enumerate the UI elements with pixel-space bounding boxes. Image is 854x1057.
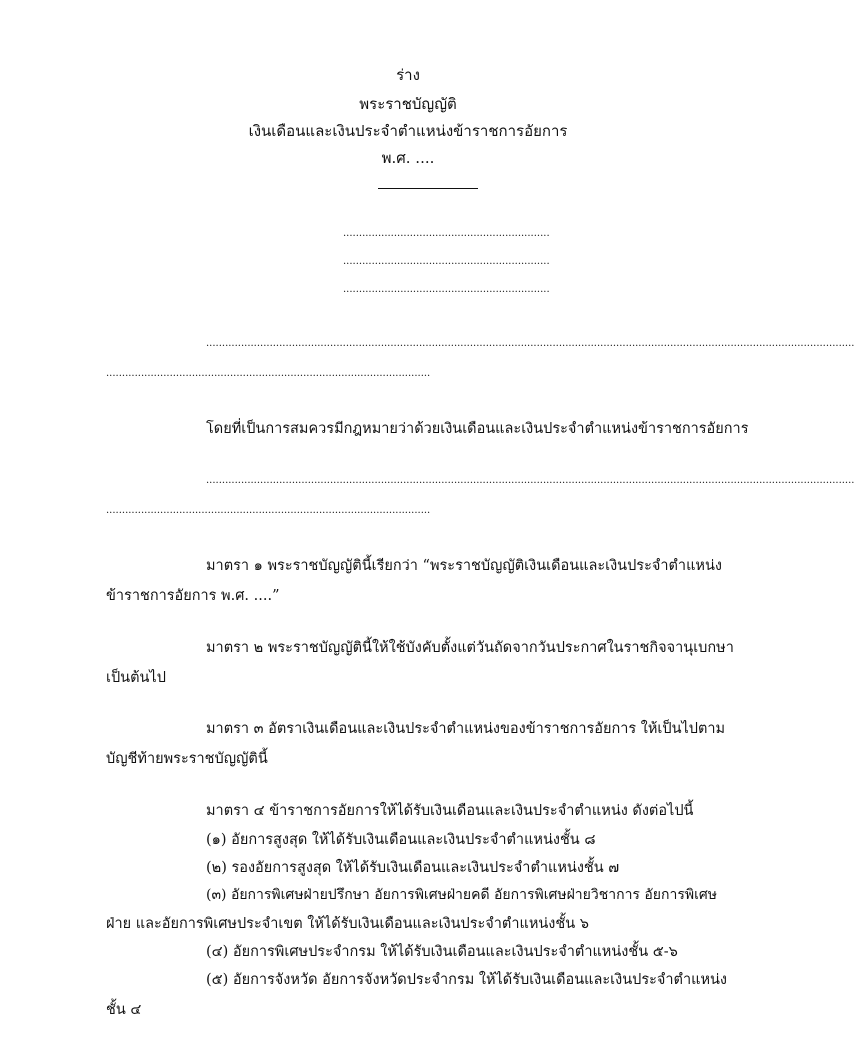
section-4-item-5-line-2: ชั้น ๔ <box>106 1002 142 1018</box>
signature-line-1: ................................................................. <box>343 228 550 239</box>
dotted-line-b1: ............................................................................................................................................................................................................ <box>206 475 854 486</box>
section-4-item-1: (๑) อัยการสูงสุด ให้ได้รับเงินเดือนและเงินประจำตำแหน่งชั้น ๘ <box>206 832 596 848</box>
section-3-line-2: บัญชีท้ายพระราชบัญญัตินี้ <box>106 751 268 767</box>
signature-line-3: ................................................................. <box>343 284 550 295</box>
section-4-intro: มาตรา ๔ ข้าราชการอัยการให้ได้รับเงินเดือนและเงินประจำตำแหน่ง ดังต่อไปนี้ <box>206 803 694 819</box>
draft-label: ร่าง <box>396 66 420 84</box>
section-2-line-2: เป็นต้นไป <box>106 670 166 686</box>
dotted-line-a2: ...................................................................................................... <box>106 368 431 379</box>
document-type: พระราชบัญญัติ <box>359 95 457 113</box>
section-2-line-1: มาตรา ๒ พระราชบัญญัตินี้ให้ใช้บังคับตั้งแต่วันถัดจากวันประกาศในราชกิจจานุเบกษา <box>206 640 734 656</box>
section-4-item-3-line-1: (๓) อัยการพิเศษฝ่ายปรึกษา อัยการพิเศษฝ่ายคดี อัยการพิเศษฝ่ายวิชาการ อัยการพิเศษ <box>206 887 717 903</box>
signature-line-2: ................................................................. <box>343 256 550 267</box>
section-1-line-2: ข้าราชการอัยการ พ.ศ. ....” <box>106 588 280 604</box>
section-4-item-5-line-1: (๕) อัยการจังหวัด อัยการจังหวัดประจำกรม ให้ได้รับเงินเดือนและเงินประจำตำแหน่ง <box>206 972 727 988</box>
section-3-line-1: มาตรา ๓ อัตราเงินเดือนและเงินประจำตำแหน่งของข้าราชการอัยการ ให้เป็นไปตาม <box>206 721 726 737</box>
dotted-line-a1: ............................................................................................................................................................................................................ <box>206 338 854 349</box>
document-title: เงินเดือนและเงินประจำตำแหน่งข้าราชการอัยการ <box>248 122 568 140</box>
preamble: โดยที่เป็นการสมควรมีกฎหมายว่าด้วยเงินเดือนและเงินประจำตำแหน่งข้าราชการอัยการ <box>206 421 749 437</box>
document-year: พ.ศ. .... <box>381 149 435 167</box>
section-4-item-2: (๒) รองอัยการสูงสุด ให้ได้รับเงินเดือนและเงินประจำตำแหน่งชั้น ๗ <box>206 860 620 876</box>
dotted-line-b2: ...................................................................................................... <box>106 505 431 516</box>
section-4-item-4: (๔) อัยการพิเศษประจำกรม ให้ได้รับเงินเดือนและเงินประจำตำแหน่งชั้น ๕-๖ <box>206 944 678 960</box>
section-1-line-1: มาตรา ๑ พระราชบัญญัตินี้เรียกว่า “พระราชบัญญัติเงินเดือนและเงินประจำตำแหน่ง <box>206 558 722 574</box>
title-underline <box>378 188 478 189</box>
section-4-item-3-line-2: ฝ่าย และอัยการพิเศษประจำเขต ให้ได้รับเงินเดือนและเงินประจำตำแหน่งชั้น ๖ <box>106 916 589 932</box>
